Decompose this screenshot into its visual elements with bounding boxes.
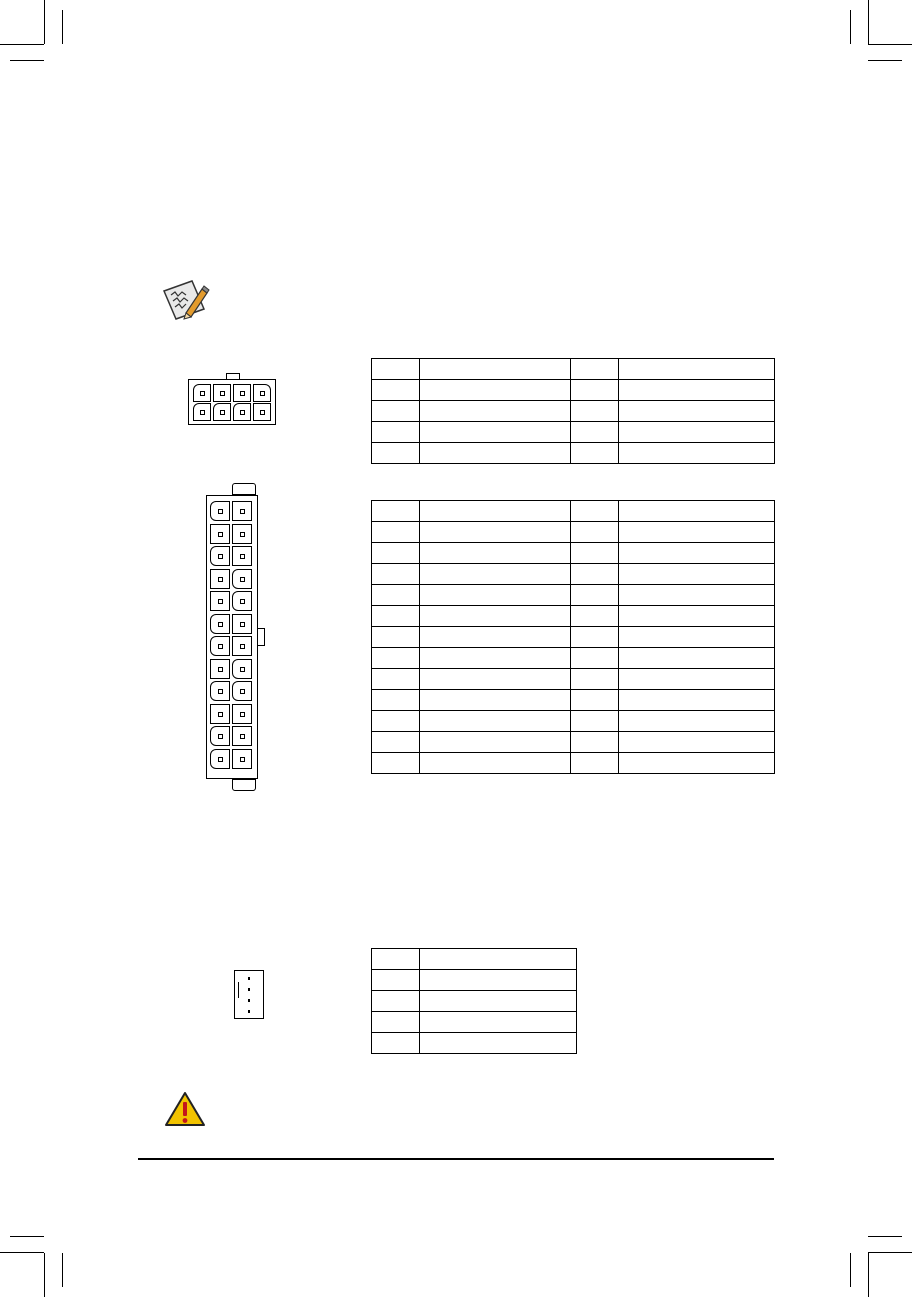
note-pencil-icon bbox=[162, 279, 210, 321]
crop-mark-top-left-h2 bbox=[10, 60, 44, 61]
pin bbox=[210, 659, 230, 679]
table-row bbox=[372, 1033, 577, 1054]
footer-rule bbox=[138, 1158, 774, 1160]
table-row bbox=[372, 522, 775, 543]
atx-12v-pin-table bbox=[371, 358, 775, 464]
pin bbox=[253, 403, 271, 421]
pin bbox=[248, 988, 250, 991]
atx-main-connector bbox=[206, 483, 268, 791]
crop-mark-top-right-h2 bbox=[868, 60, 902, 61]
pin bbox=[210, 591, 230, 611]
crop-mark-top-right-h bbox=[868, 44, 912, 45]
pin bbox=[248, 1010, 250, 1013]
table-row bbox=[372, 564, 775, 585]
table-row bbox=[372, 970, 577, 991]
pin bbox=[210, 501, 230, 521]
pin bbox=[232, 614, 252, 634]
pin bbox=[193, 403, 211, 421]
crop-mark-bottom-right-h2 bbox=[868, 1236, 902, 1237]
pin bbox=[213, 403, 231, 421]
crop-mark-top-left-v2 bbox=[62, 10, 63, 44]
pin bbox=[248, 977, 250, 980]
pin bbox=[233, 403, 251, 421]
crop-mark-bottom-right-v bbox=[868, 1253, 869, 1297]
table-row bbox=[372, 359, 775, 380]
table-row bbox=[372, 606, 775, 627]
pin bbox=[210, 569, 230, 589]
pin bbox=[232, 726, 252, 746]
caution-triangle-icon bbox=[164, 1091, 206, 1127]
pin bbox=[210, 524, 230, 544]
connector-side-tab bbox=[258, 628, 265, 646]
atx-main-pin-table bbox=[371, 500, 775, 774]
table-row bbox=[372, 753, 775, 774]
pin bbox=[232, 749, 252, 769]
pin bbox=[232, 681, 252, 701]
pin bbox=[213, 384, 231, 402]
pin bbox=[248, 999, 250, 1002]
pin bbox=[210, 546, 230, 566]
pin bbox=[232, 546, 252, 566]
pin bbox=[232, 659, 252, 679]
crop-mark-bottom-left-h2 bbox=[10, 1236, 44, 1237]
table-row bbox=[372, 543, 775, 564]
table-row bbox=[372, 1012, 577, 1033]
table-row bbox=[372, 443, 775, 464]
crop-mark-bottom-left-v2 bbox=[62, 1253, 63, 1287]
fan-header-connector bbox=[234, 970, 264, 1019]
pin bbox=[232, 636, 252, 656]
pin bbox=[193, 384, 211, 402]
connector-latch-top bbox=[232, 483, 256, 495]
pin bbox=[210, 704, 230, 724]
fan-header-pin-table bbox=[371, 948, 577, 1054]
pin bbox=[233, 384, 251, 402]
connector-latch-bottom bbox=[232, 779, 256, 791]
pin bbox=[232, 704, 252, 724]
table-row bbox=[372, 732, 775, 753]
table-row bbox=[372, 401, 775, 422]
table-row bbox=[372, 585, 775, 606]
table-row bbox=[372, 991, 577, 1012]
crop-mark-bottom-right-h bbox=[868, 1252, 912, 1253]
crop-mark-bottom-right-v2 bbox=[850, 1253, 851, 1287]
crop-mark-top-left-h bbox=[0, 44, 44, 45]
pin bbox=[210, 614, 230, 634]
pin bbox=[210, 636, 230, 656]
table-row bbox=[372, 501, 775, 522]
crop-mark-bottom-left-v bbox=[44, 1253, 45, 1297]
pin bbox=[210, 749, 230, 769]
atx-12v-connector bbox=[188, 373, 276, 425]
table-row bbox=[372, 690, 775, 711]
table-row bbox=[372, 669, 775, 690]
pin bbox=[232, 524, 252, 544]
crop-mark-bottom-left-h bbox=[0, 1252, 44, 1253]
crop-mark-top-left-v bbox=[44, 0, 45, 44]
table-row bbox=[372, 711, 775, 732]
table-row bbox=[372, 949, 577, 970]
pin bbox=[232, 591, 252, 611]
table-row bbox=[372, 648, 775, 669]
table-row bbox=[372, 627, 775, 648]
pin bbox=[210, 681, 230, 701]
pin bbox=[232, 569, 252, 589]
crop-mark-top-right-v2 bbox=[850, 10, 851, 44]
crop-mark-top-right-v bbox=[868, 0, 869, 44]
table-row bbox=[372, 422, 775, 443]
pin bbox=[232, 501, 252, 521]
pin bbox=[253, 384, 271, 402]
pin bbox=[210, 726, 230, 746]
table-row bbox=[372, 380, 775, 401]
header-key bbox=[234, 982, 239, 998]
